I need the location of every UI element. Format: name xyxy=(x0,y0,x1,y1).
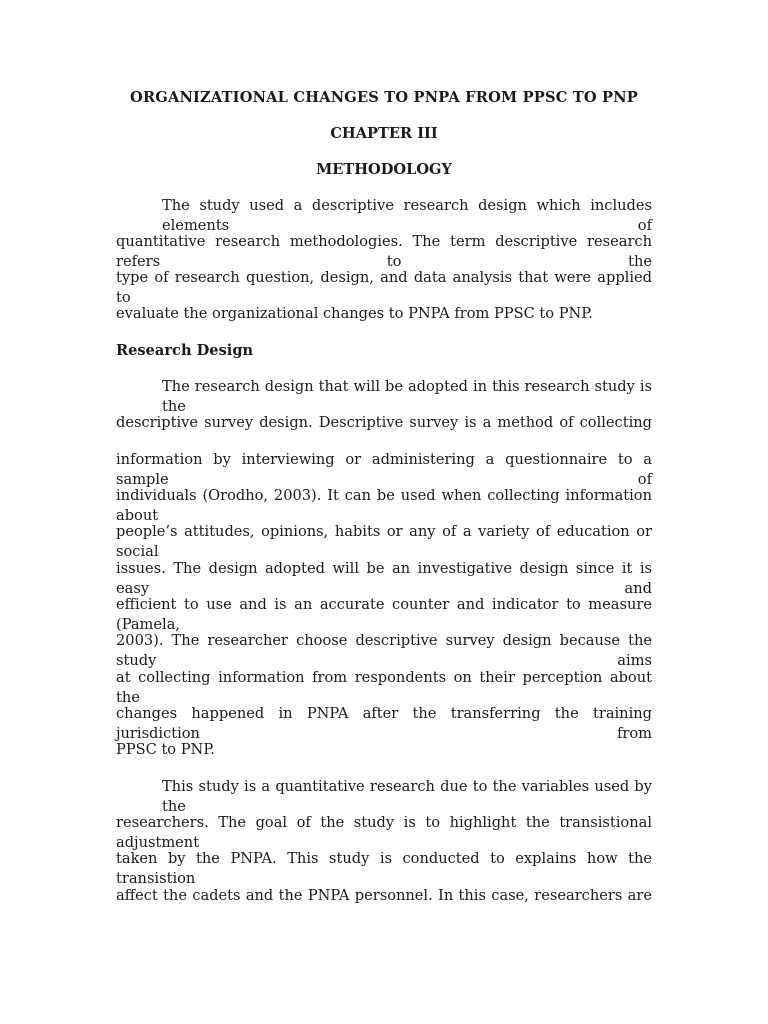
paragraph-3-line: researchers. The goal of the study is to highlight the transistional adjustment xyxy=(116,814,652,851)
paragraph-2-line: PPSC to PNP. xyxy=(116,741,215,758)
paragraph-1-line: quantitative research methodologies. The term descriptive research refers to the xyxy=(116,233,652,270)
paragraph-1-line: evaluate the organizational changes to PNPA from PPSC to PNP. xyxy=(116,305,593,322)
research-design-heading: Research Design xyxy=(116,342,254,359)
paragraph-3-line: This study is a quantitative research due to the variables used by the xyxy=(162,778,652,815)
paragraph-2-line: individuals (Orodho, 2003). It can be used when collecting information about xyxy=(116,487,652,524)
paragraph-2-line: The research design that will be adopted in this research study is the xyxy=(162,378,652,415)
paragraph-2-line: issues. The design adopted will be an investigative design since it is easy and xyxy=(116,560,652,597)
paragraph-2-line: changes happened in PNPA after the transferring the training jurisdiction from xyxy=(116,705,652,742)
document-title: ORGANIZATIONAL CHANGES TO PNPA FROM PPSC TO PNP xyxy=(130,89,638,106)
section-heading: METHODOLOGY xyxy=(316,161,452,178)
paragraph-2-line: people’s attitudes, opinions, habits or any of a variety of education or social xyxy=(116,523,652,560)
paragraph-2-line: 2003). The researcher choose descriptive survey design because the study aims xyxy=(116,632,652,669)
paragraph-2-line: efficient to use and is an accurate counter and indicator to measure (Pamela, xyxy=(116,596,652,633)
paragraph-2-line: information by interviewing or administering a questionnaire to a sample of xyxy=(116,451,652,488)
paragraph-2-line: at collecting information from respondents on their perception about the xyxy=(116,669,652,706)
chapter-heading: CHAPTER III xyxy=(330,125,438,142)
paragraph-2-line: descriptive survey design. Descriptive survey is a method of collecting xyxy=(116,414,652,431)
paragraph-3-line: affect the cadets and the PNPA personnel. In this case, researchers are xyxy=(116,887,652,904)
paragraph-1-line: type of research question, design, and data analysis that were applied to xyxy=(116,269,652,306)
paragraph-3-line: taken by the PNPA. This study is conducted to explains how the transistion xyxy=(116,850,652,887)
paragraph-1-line: The study used a descriptive research design which includes elements of xyxy=(162,197,652,234)
